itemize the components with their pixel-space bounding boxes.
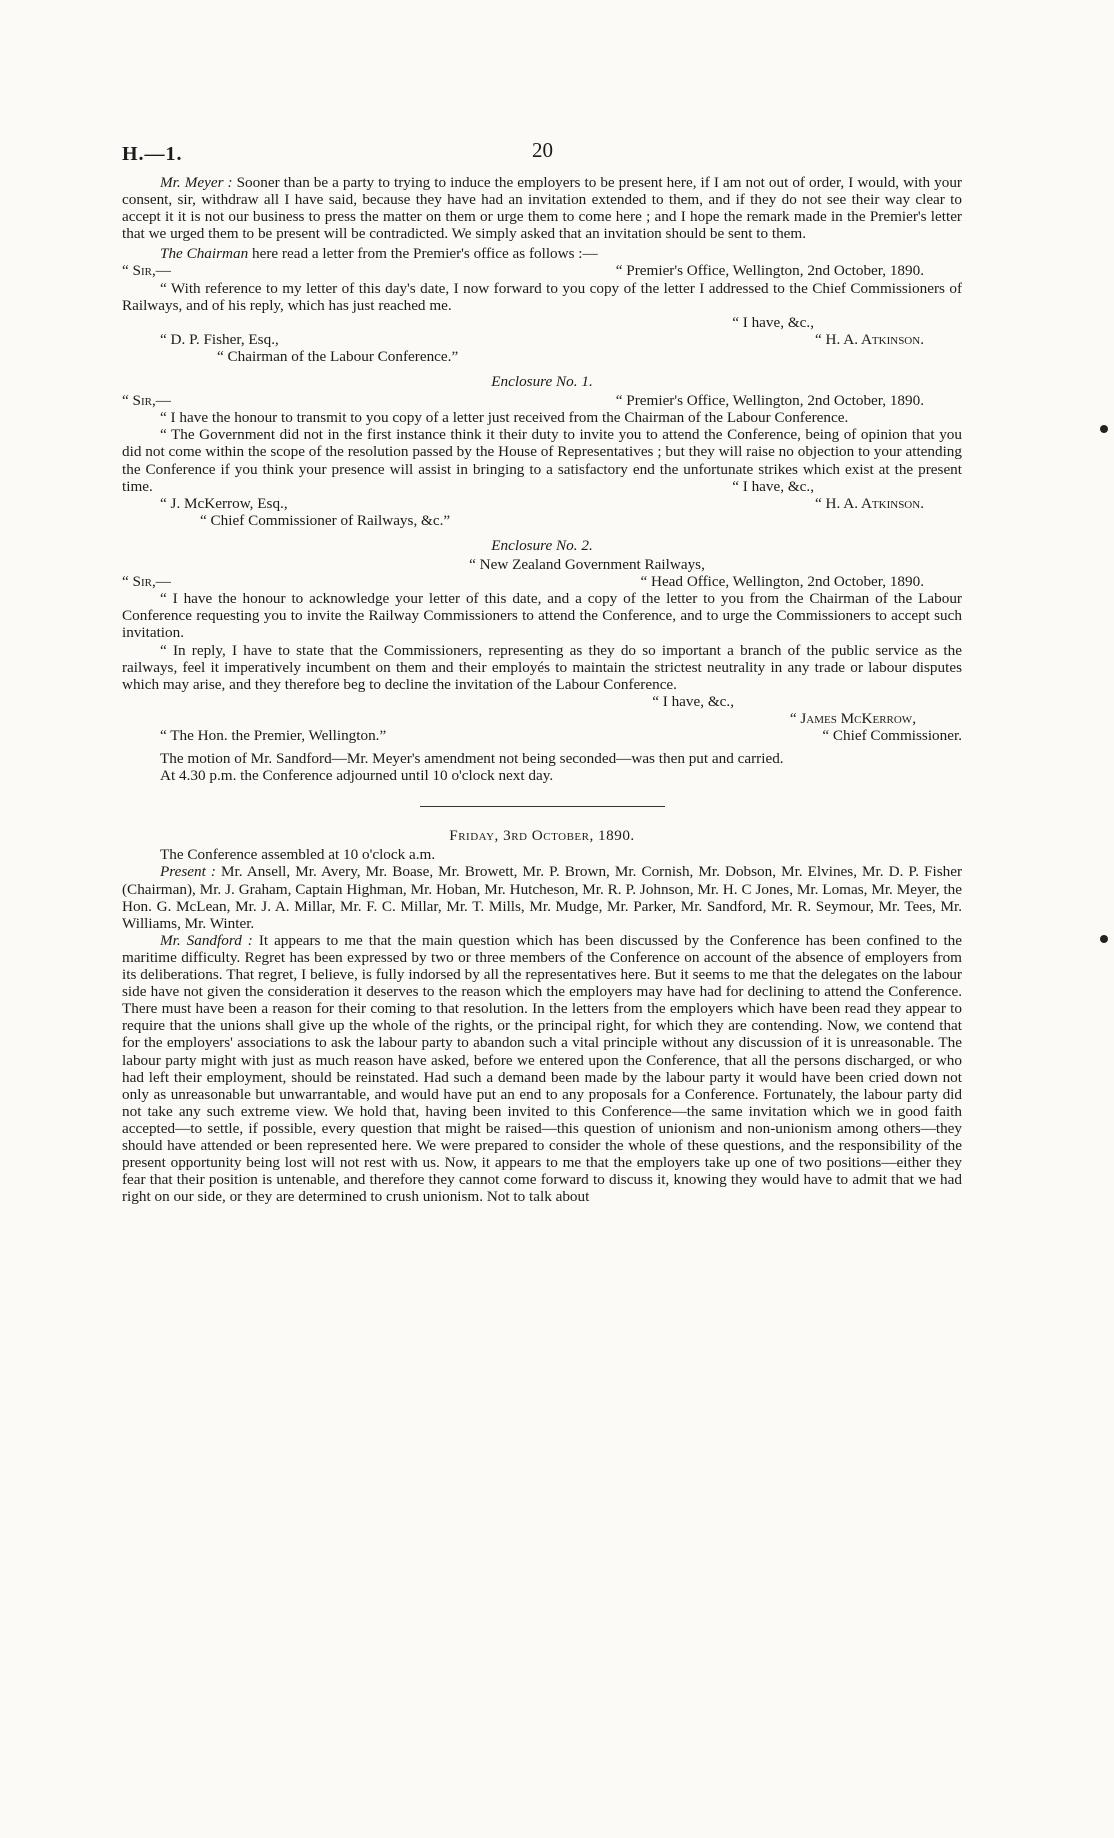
attendee-list: Mr. Ansell, Mr. Avery, Mr. Boase, Mr. Browett, Mr. P. Brown, Mr. Cornish, Mr. Dobson, Mr. Elvines, Mr. D. P. Fisher (Chairman), Mr. J. Graham, Captain Highman, Mr. Hoban, Mr. Hutcheson, Mr. R. P. Johnson, Mr. H. C Jones, Mr. Lomas, Mr. Meyer, the Hon. G. McLean, Mr. J. A. Millar, Mr. F. C. Millar, Mr. T. Mills, Mr. Mudge, Mr. Parker, Mr. Sandford, Mr. R. Seymour, Mr. Tees, Mr. Williams, Mr. Winter. (122, 863, 963, 932)
letter-heading (122, 573, 962, 590)
letter-heading (122, 392, 962, 409)
letter-body: “ With reference to my letter of this day's date, I now forward to you copy of the letter I addressed to the Chief Commissioners of Railways, and of his reply, which has just reached me. (122, 279, 962, 314)
day-heading: Friday, 3rd October, 1890. (449, 827, 635, 845)
letter-body: “ I have the honour to transmit to you copy of a letter just received from the Chairman of the Labour Conference. (160, 409, 849, 427)
paragraph-text: Sooner than be a party to trying to induce the employers to be present here, if I am not out of order, I would, with your consent, sir, withdraw all I have said, because they have had an invitation extended to them, and if they do not see their way clear to accept it it is not our business to press the matter on them or urge them to come here ; and I hope the remark made in the Premier's letter that we urged them to be present will be contradicted. We simply asked that an invitation should be sent to them. (122, 174, 962, 243)
letter-sign-row (122, 331, 962, 348)
letter-place-date: “ Premier's Office, Wellington, 2nd October, 1890. (615, 392, 924, 410)
signature: “ H. A. Atkinson. (814, 330, 924, 348)
speaker-name: The Chairman (160, 245, 249, 263)
meyer-paragraph (122, 174, 962, 242)
salutation: “ Sir,— (122, 262, 171, 280)
chairman-intro (122, 245, 962, 262)
letter-sign-row (122, 495, 962, 512)
section-divider (420, 806, 665, 807)
letter-organization: “ New Zealand Government Railways, (469, 556, 705, 574)
letter-place-date: “ Head Office, Wellington, 2nd October, 1890. (640, 573, 924, 591)
sandford-paragraph (122, 932, 962, 1206)
assembled-paragraph: The Conference assembled at 10 o'clock a.m. (160, 846, 436, 864)
page-number: 20 (532, 138, 553, 162)
margin-mark (1100, 425, 1108, 433)
signature: “ H. A. Atkinson. (814, 494, 924, 512)
letter-close: “ I have, &c., (732, 477, 814, 495)
speaker-name: Mr. Meyer : (160, 174, 233, 191)
label: Present : (160, 863, 216, 881)
letter-close: “ I have, &c., (732, 313, 814, 331)
paragraph-text: It appears to me that the main question which has been discussed by the Conference has been confined to the maritime difficulty. Regret has been expressed by two or three members of the Conference on account of the absence of employers from its deliberations. That regret, I believe, is fully indorsed by all the representatives here. But it seems to me that the delegates on the labour side have not given the consideration it deserves to the reason which the employers may have had for declining to attend the Conference. There must have been a reason for their coming to that resolution. In the letters from the employers which have been read they appear to require that the unions shall give up the whole of the rights, or the principal right, for which they are contending. Now, we contend that for the employers' associations to ask the labour party to abandon such a vital principle without any discussion of it is unreasonable. The labour party might with just as much reason have asked, before we entered upon the Conference, that all the persons discharged, or who had left their employment, should be reinstated. Had such a demand been made by the labour party it would have been cried down not only as unreasonable but unwarrantable, and would have put an end to any proposals for a Conference. Fortunately, the labour party did not take any such extreme view. We hold that, having been invited to this Conference—the same invitation which we in good faith accepted—to settle, if possible, every question that might be raised—this question of unionism and non-unionism among others—they should have attended or been represented here. We were prepared to consider the whole of these questions, and the responsibility of the present opportunity being lost will not rest with us. Now, it appears to me that the employers take up one of two positions—either they fear that their position is untenable, and therefore they cannot come forward to discuss it, knowing they would have to admit that we had right on our side, or they are determined to crush unionism. Not to talk about (122, 931, 962, 1206)
enclosure-title: Enclosure No. 2. (491, 536, 593, 554)
letter-heading (122, 262, 962, 279)
document-reference: H.—1. (122, 143, 183, 165)
letter-place-date: “ Premier's Office, Wellington, 2nd October, 1890. (615, 262, 924, 280)
signature: “ James McKerrow, (789, 709, 916, 727)
addressee-title: “ Chief Commissioner of Railways, &c.” (200, 511, 451, 529)
present-paragraph (122, 863, 962, 931)
page-header (122, 140, 962, 174)
margin-mark (1100, 935, 1108, 943)
enclosure-title: Enclosure No. 1. (491, 373, 593, 391)
paragraph-text: here read a letter from the Premier's office as follows :— (251, 245, 598, 263)
addressee: “ J. McKerrow, Esq., (160, 494, 288, 512)
document-page (122, 140, 962, 1205)
addressee: “ The Hon. the Premier, Wellington.” (160, 727, 387, 744)
signatory-title: “ Chief Commissioner. (822, 727, 962, 744)
letter-close: “ I have, &c., (652, 692, 734, 710)
letter-body: “ In reply, I have to state that the Commissioners, representing as they do so important a branch of the public service as the railways, feel it imperatively incumbent on them and their employés to maintain the strictest neutrality in any trade or labour disputes which may arise, and they therefore beg to decline the invitation of the Labour Conference. (122, 641, 962, 693)
addressee-title: “ Chairman of the Labour Conference.” (217, 347, 459, 365)
addressee: “ D. P. Fisher, Esq., (160, 330, 279, 348)
letter-body: “ I have the honour to acknowledge your letter of this date, and a copy of the letter to you from the Chairman of the Labour Conference requesting you to invite the Railway Commissioners to attend the Conference, and to urge the Commissioners to accept such invitation. (122, 590, 962, 642)
speaker-name: Mr. Sandford : (160, 931, 253, 949)
letter-body: “ The Government did not in the first instance think it their duty to invite you to attend the Conference, being of opinion that you did not come within the scope of the resolution passed by the House of Representatives ; but they will raise no objection to your attending the Conference if you think your presence will assist in bringing to a satisfactory end the unfortunate strikes which exist at the present time. (122, 426, 962, 495)
salutation: “ Sir,— (122, 573, 171, 591)
salutation: “ Sir,— (122, 392, 171, 410)
adjourn-paragraph: At 4.30 p.m. the Conference adjourned until 10 o'clock next day. (160, 767, 554, 785)
letter-sign-row (122, 727, 962, 744)
motion-paragraph: The motion of Mr. Sandford—Mr. Meyer's amendment not being seconded—was then put and carried. (160, 750, 784, 768)
